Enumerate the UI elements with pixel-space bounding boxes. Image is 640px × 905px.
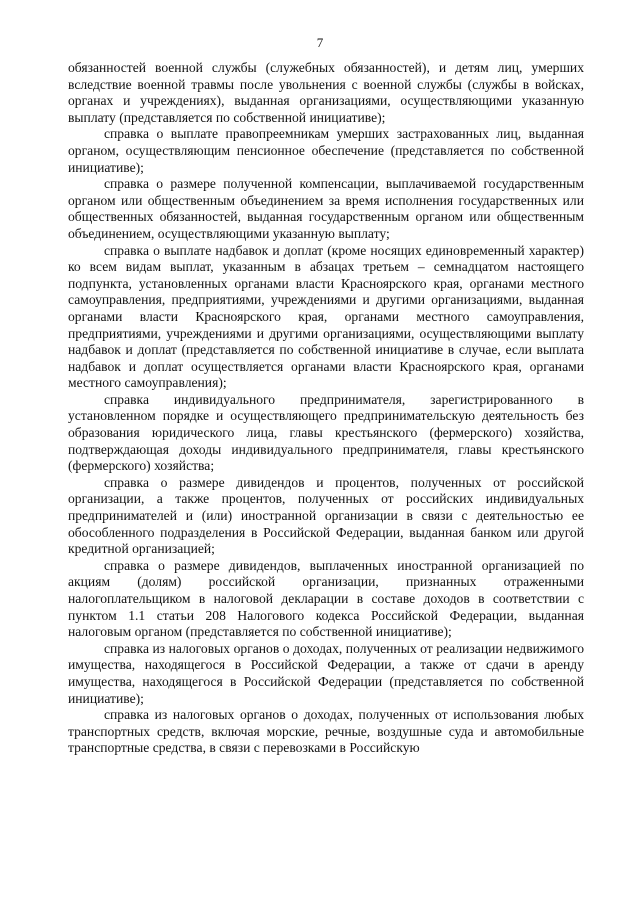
- paragraph-compensation: справка о размере полученной компенсации, выплачиваемой государственным органом или общественным объединением за время исполнения государственных или общественных обязанностей, выданная государственным органом или общественным объединением, осуществляющими указанную выплату;: [68, 176, 584, 241]
- paragraph-dividends-interest: справка о размере дивидендов и процентов, полученных от российской организации, а также процентов, полученных от российских индивидуальных предпринимателей и (или) иностранной организации в связи с деятельностью ее обособленного подразделения в Российской Федерации, выданная банком или другой кредитной организацией;: [68, 474, 584, 557]
- paragraph-continuation: обязанностей военной службы (служебных обязанностей), и детям лиц, умерших вследствие военной травмы после увольнения с военной службы (службы в войсках, органах и учреждениях), выданная организациями, осуществляющими указанную выплату (представляется по собственной инициативе);: [68, 60, 584, 125]
- document-body: [68, 60, 584, 757]
- paragraph-successor-payment: справка о выплате правопреемникам умерших застрахованных лиц, выданная органом, осуществляющим пенсионное обеспечение (представляется по собственной инициативе);: [68, 126, 584, 175]
- page-number: 7: [316, 35, 324, 50]
- paragraph-allowances: справка о выплате надбавок и доплат (кроме носящих единовременный характер) ко всем видам выплат, указанным в абзацах третьем – семнадцатом настоящего подпункта, установленных органами власти Красноярского края, органами местного самоуправления, предприятиями, учреждениями и другими организациями, выданная органами власти Красноярского края, органами местного самоуправления, предприятиями, учреждениями и другими организациями, осуществляющими выплату надбавок и доплат (представляется по собственной инициативе в случае, если выплата надбавок и доплат осуществляется органами власти Красноярского края, органами местного самоуправления);: [68, 242, 584, 391]
- paragraph-foreign-dividends: справка о размере дивидендов, выплаченных иностранной организацией по акциям (долям) российской организации, признанных отраженными налогоплательщиком в налоговой декларации в составе доходов в соответствии с пунктом 1.1 статьи 208 Налогового кодекса Российской Федерации, выданная налоговым органом (представляется по собственной инициативе);: [68, 557, 584, 640]
- paragraph-entrepreneur: справка индивидуального предпринимателя, зарегистрированного в установленном порядке и осуществляющего предпринимательскую деятельность без образования юридического лица, главы крестьянского (фермерского) хозяйства, подтверждающая доходы индивидуального предпринимателя, главы крестьянского (фермерского) хозяйства;: [68, 391, 584, 474]
- paragraph-real-estate: справка из налоговых органов о доходах, полученных от реализации недвижимого имущества, находящегося в Российской Федерации, а также от сдачи в аренду имущества, находящегося в Российской Федерации (представляется по собственной инициативе);: [68, 640, 584, 706]
- paragraph-transport: справка из налоговых органов о доходах, полученных от использования любых транспортных средств, включая морские, речные, воздушные суда и автомобильные транспортные средства, в связи с перевозками в Российскую: [68, 707, 584, 756]
